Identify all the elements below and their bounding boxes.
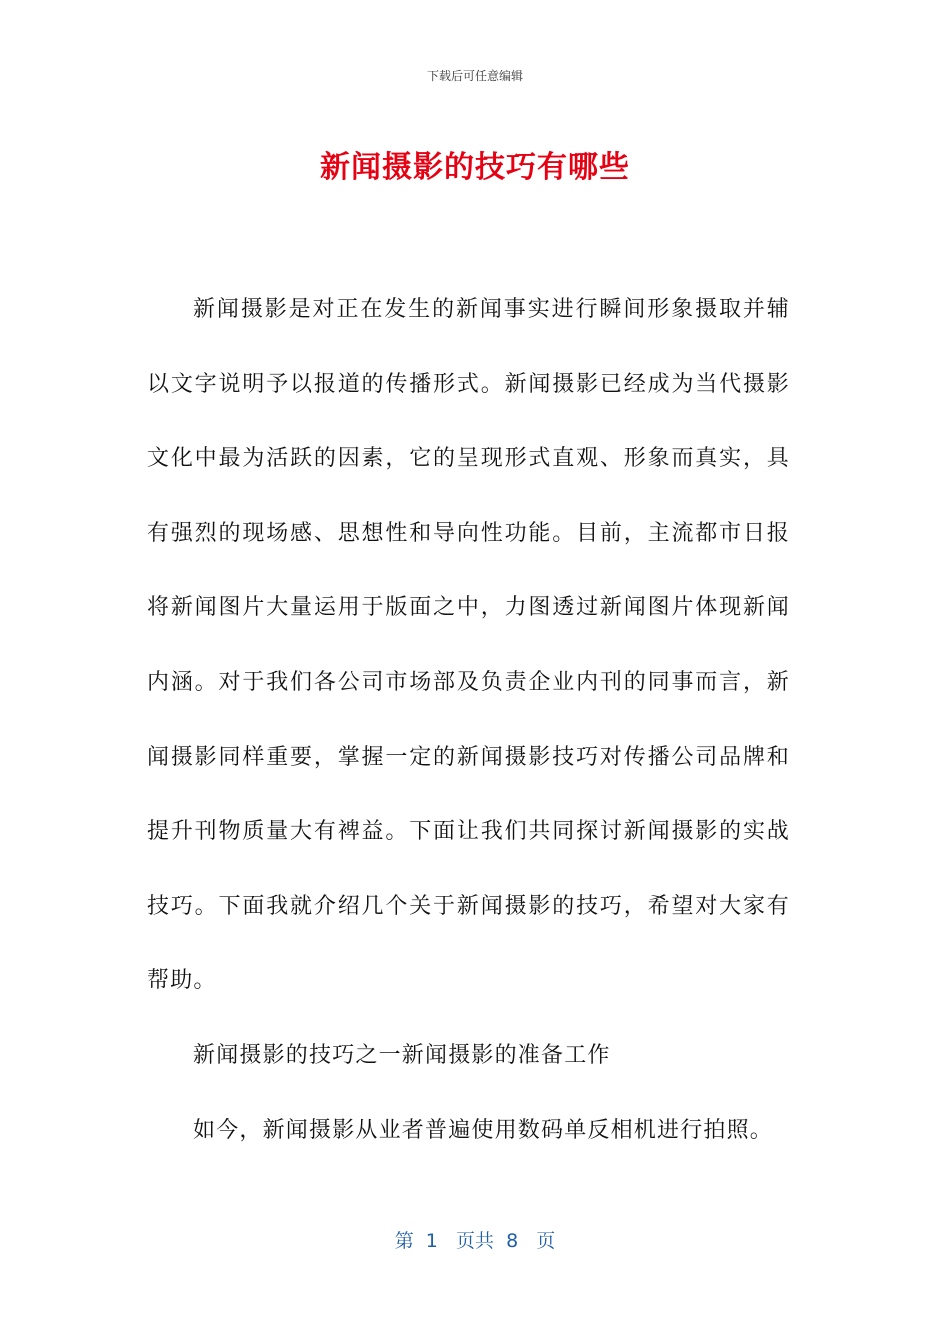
paragraph-section-heading: 新闻摄影的技巧之一新闻摄影的准备工作	[193, 1042, 611, 1068]
document-title: 新闻摄影的技巧有哪些	[320, 150, 630, 185]
page-header-note: 下载后可任意编辑	[426, 69, 523, 83]
paragraph-preparation: 如今，新闻摄影从业者普遍使用数码单反相机进行拍照。	[193, 1117, 774, 1143]
paragraph-intro: 新闻摄影是对正在发生的新闻事实进行瞬间形象摄取并辅以文字说明予以报道的传播形式。新闻摄影已经成为当代摄影文化中最为活跃的因素，它的呈现形式直观、形象而真实，具有强烈的现场感、思想性和导向性功能。目前，主流都市日报将新闻图片大量运用于版面之中，力图透过新闻图片体现新闻内涵。对于我们各公司市场部及负责企业内刊的同事而言，新闻摄影同样重要，掌握一定的新闻摄影技巧对传播公司品牌和提升刊物质量大有裨益。下面让我们共同探讨新闻摄影的实战技巧。下面我就介绍几个关于新闻摄影的技巧，希望对大家有帮助。	[147, 297, 790, 994]
page-number-footer: 第 1 页共 8 页	[394, 1230, 556, 1252]
document-body	[147, 273, 790, 1168]
